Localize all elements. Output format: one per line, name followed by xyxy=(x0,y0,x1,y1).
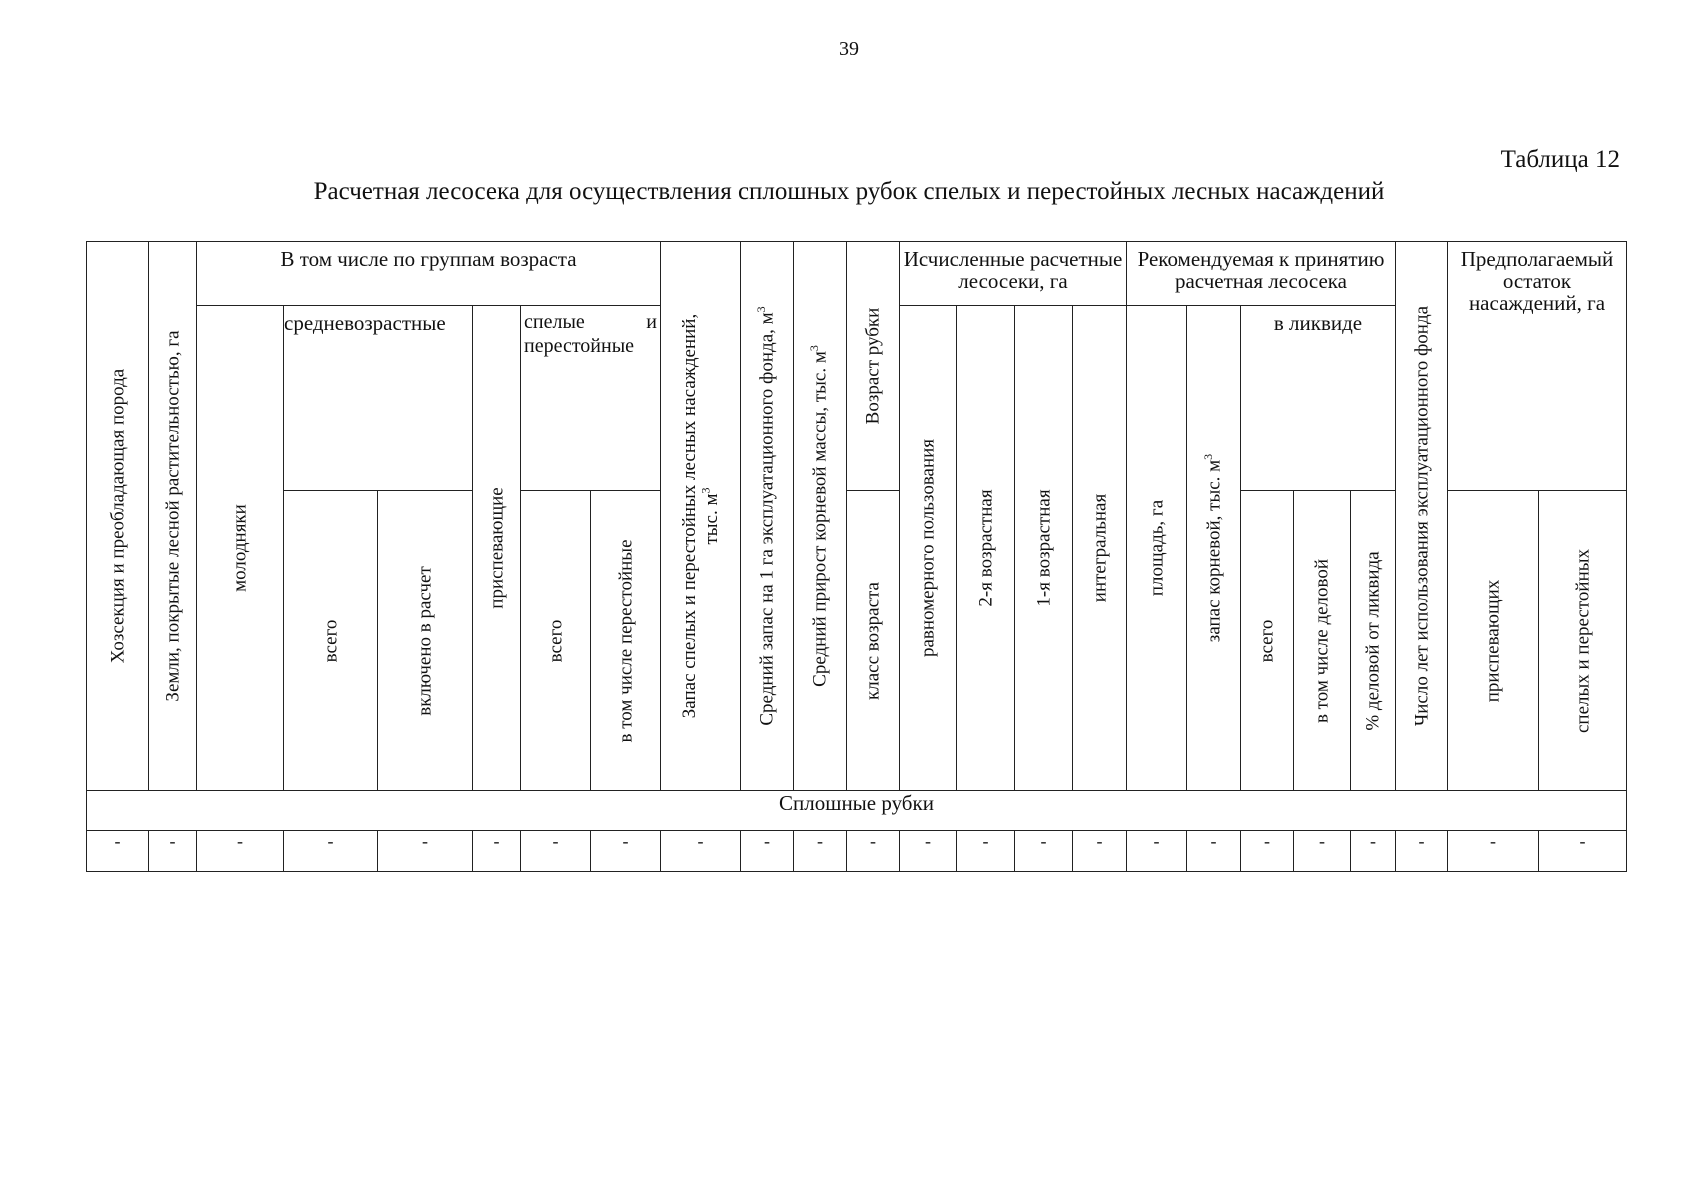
col-root-stock xyxy=(1187,306,1241,791)
header-overmature: в том числе перестойные xyxy=(615,538,636,743)
col-middle-included xyxy=(378,491,473,791)
header-remaining: Предполагаемый остаток насаждений, га xyxy=(1448,242,1627,491)
header-middle-aged: средневозрастные xyxy=(284,306,473,491)
col-remaining-mature xyxy=(1539,491,1627,791)
header-maturing: приспевающие xyxy=(486,487,507,609)
table-cell: - xyxy=(1187,831,1241,872)
header-remaining-maturing: приспевающих xyxy=(1482,579,1504,702)
table-cell: - xyxy=(1294,831,1351,872)
col-area xyxy=(1127,306,1187,791)
header-cutting-age: Возраст рубки xyxy=(862,307,884,425)
col-middle-total xyxy=(284,491,378,791)
col-business xyxy=(1294,491,1351,791)
header-age-class: класс возраста xyxy=(862,581,884,700)
table-cell: - xyxy=(1241,831,1294,872)
header-avg-stock: Средний запас на 1 га эксплуатационного фонда, $м^3$ xyxy=(754,306,778,726)
col-business-pct xyxy=(1351,491,1396,791)
header-liquid-total: всего xyxy=(1256,619,1278,662)
header-area: площадь, га xyxy=(1146,499,1167,597)
table-cell: - xyxy=(794,831,847,872)
table-cell: - xyxy=(87,831,149,872)
col-young xyxy=(197,306,284,791)
table-cell: - xyxy=(473,831,521,872)
header-stock: Запас спелых и перестойных лесных насаждений, тыс. $м^3$ xyxy=(678,313,722,719)
header-mature-total: всего xyxy=(545,619,566,662)
header-mature-b: и xyxy=(646,311,657,333)
table-cell: - xyxy=(1127,831,1187,872)
header-integral: интегральная xyxy=(1089,493,1110,603)
header-mature-c: перестойные xyxy=(524,335,635,357)
col-age-class xyxy=(847,491,900,791)
header-business-pct: % деловой от ликвида xyxy=(1362,550,1384,731)
table-cell: - xyxy=(149,831,197,872)
table-cell: - xyxy=(1015,831,1073,872)
table-cell: - xyxy=(741,831,794,872)
header-middle-total: всего xyxy=(320,619,341,662)
table-cell: - xyxy=(1351,831,1396,872)
header-calculated: Исчисленные расчетные лесосеки, га xyxy=(900,242,1127,306)
header-mature-a: спелые xyxy=(524,311,585,333)
col-uniform xyxy=(900,306,957,791)
header-avg-growth: Средний прирост корневой массы, тыс. $м^3$ xyxy=(807,345,831,687)
section-row: Сплошные рубки xyxy=(87,791,1627,831)
table-cell: - xyxy=(1448,831,1539,872)
table-cell: - xyxy=(591,831,661,872)
col-liquid-total xyxy=(1241,491,1294,791)
cutting-area-table xyxy=(86,241,1627,872)
col-avg-growth xyxy=(794,242,847,791)
header-root-stock: запас корневой, тыс. $м^3$ xyxy=(1200,453,1224,643)
col-years xyxy=(1396,242,1448,791)
page-number: 39 xyxy=(839,38,859,60)
header-forest-land: Земли, покрытые лесной растительностью, га xyxy=(162,330,183,702)
col-overmature xyxy=(591,491,661,791)
table-label: Таблица 12 xyxy=(1500,146,1620,173)
table-cell: - xyxy=(1539,831,1627,872)
table-cell: - xyxy=(847,831,900,872)
header-business: в том числе деловой xyxy=(1311,558,1333,723)
table-cell: - xyxy=(378,831,473,872)
header-uniform: равномерного пользования xyxy=(917,438,939,658)
header-recommended: Рекомендуемая к принятию расчетная лесосека xyxy=(1127,242,1396,306)
header-hozsection: Хозсекция и преобладающая порода xyxy=(107,368,128,664)
col-forest-land xyxy=(149,242,197,791)
table-cell: - xyxy=(284,831,378,872)
col-maturing xyxy=(473,306,521,791)
header-first-age: 1-я возрастная xyxy=(1033,489,1054,607)
header-middle-included: включено в расчет xyxy=(414,565,436,716)
header-remaining-mature: спелых и перестойных xyxy=(1572,548,1593,733)
table-cell: - xyxy=(521,831,591,872)
table-cell: - xyxy=(197,831,284,872)
col-avg-stock xyxy=(741,242,794,791)
table-cell: - xyxy=(1396,831,1448,872)
document-title: Расчетная лесосека для осуществления сплошных рубок спелых и перестойных лесных насаждений xyxy=(313,178,1385,205)
table-cell: - xyxy=(661,831,741,872)
header-years: Число лет использования эксплуатационного фонда xyxy=(1411,305,1432,727)
col-first-age xyxy=(1015,306,1073,791)
header-liquid: в ликвиде xyxy=(1241,306,1396,491)
col-remaining-maturing xyxy=(1448,491,1539,791)
table-row xyxy=(87,831,1627,872)
header-second-age: 2-я возрастная xyxy=(975,489,996,607)
header-mature xyxy=(521,306,661,491)
col-integral xyxy=(1073,306,1127,791)
col-hozsection xyxy=(87,242,149,791)
header-age-groups: В том числе по группам возраста xyxy=(197,242,661,306)
col-cutting-age xyxy=(847,242,900,491)
table-cell: - xyxy=(900,831,957,872)
table-cell: - xyxy=(957,831,1015,872)
table-cell: - xyxy=(1073,831,1127,872)
col-stock xyxy=(661,242,741,791)
header-young: молодняки xyxy=(229,504,251,592)
col-second-age xyxy=(957,306,1015,791)
col-mature-total xyxy=(521,491,591,791)
